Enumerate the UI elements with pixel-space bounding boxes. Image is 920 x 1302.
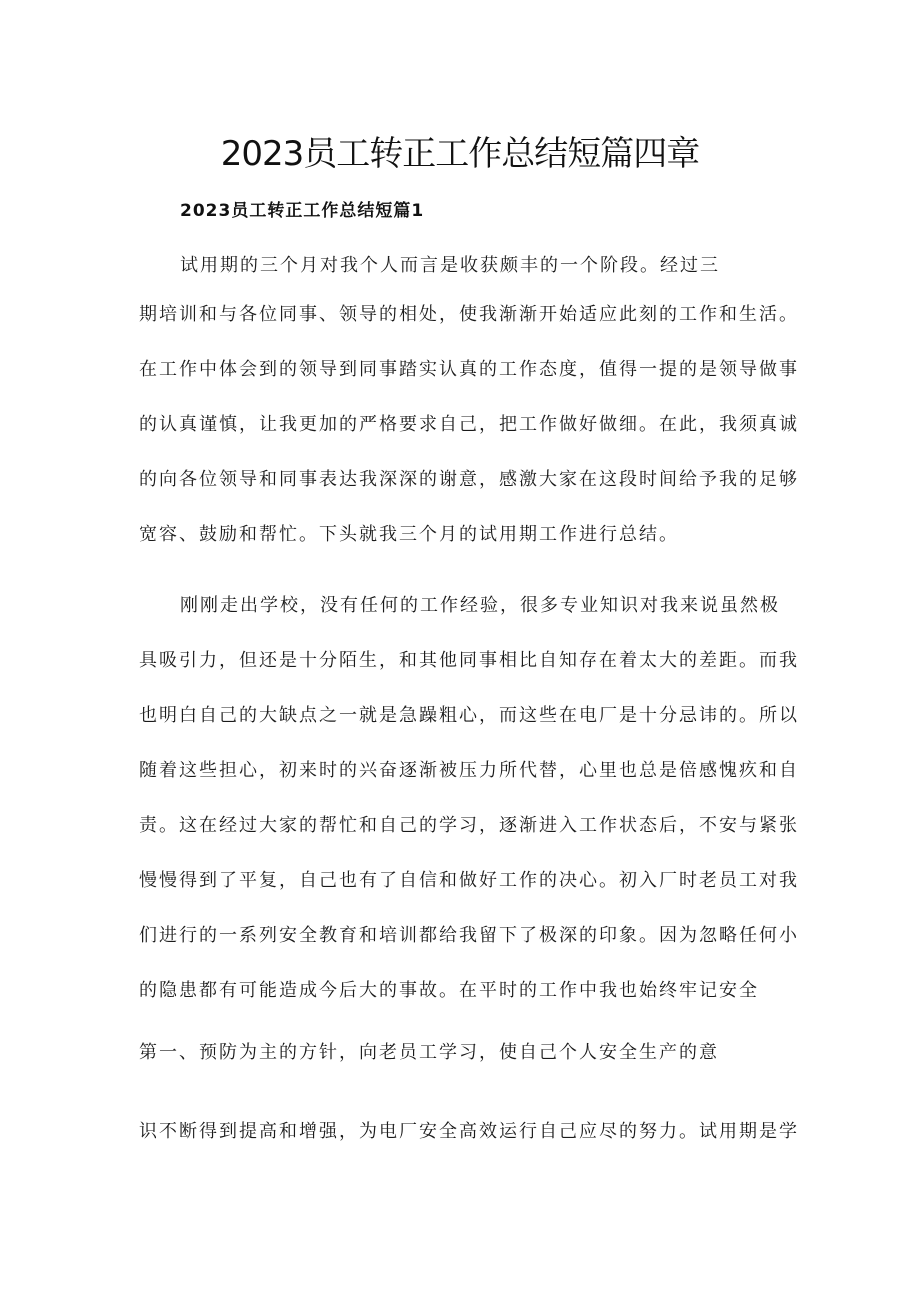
paragraph-line: 第一、预防为主的方针，向老员工学习，使自己个人安全生产的意 (139, 1042, 719, 1063)
document-title: 2023员工转正工作总结短篇四章 (220, 134, 700, 174)
paragraph-line: 识不断得到提高和增强，为电厂安全高效运行自己应尽的努力。试用期是学 (139, 1121, 799, 1142)
section-heading: 2023员工转正工作总结短篇1 (180, 201, 425, 221)
paragraph-line: 的向各位领导和同事表达我深深的谢意，感激大家在这段时间给予我的足够 (139, 469, 799, 490)
paragraph-line: 试用期的三个月对我个人而言是收获颇丰的一个阶段。经过三 (180, 255, 720, 276)
paragraph-line: 慢慢得到了平复，自己也有了自信和做好工作的决心。初入厂时老员工对我 (139, 870, 799, 891)
paragraph-line: 责。这在经过大家的帮忙和自己的学习，逐渐进入工作状态后，不安与紧张 (139, 815, 799, 836)
paragraph-line: 的认真谨慎，让我更加的严格要求自己，把工作做好做细。在此，我须真诚 (139, 414, 799, 435)
paragraph-line: 宽容、鼓励和帮忙。下头就我三个月的试用期工作进行总结。 (139, 524, 679, 545)
paragraph-line: 们进行的一系列安全教育和培训都给我留下了极深的印象。因为忽略任何小 (139, 925, 799, 946)
paragraph-line: 具吸引力，但还是十分陌生，和其他同事相比自知存在着太大的差距。而我 (139, 650, 799, 671)
paragraph-line: 期培训和与各位同事、领导的相处，使我渐渐开始适应此刻的工作和生活。 (139, 304, 799, 325)
paragraph-line: 在工作中体会到的领导到同事踏实认真的工作态度，值得一提的是领导做事 (139, 359, 799, 380)
paragraph-line: 刚刚走出学校，没有任何的工作经验，很多专业知识对我来说虽然极 (180, 595, 780, 616)
paragraph-line: 随着这些担心，初来时的兴奋逐渐被压力所代替，心里也总是倍感愧疚和自 (139, 760, 799, 781)
paragraph-line: 也明白自己的大缺点之一就是急躁粗心，而这些在电厂是十分忌讳的。所以 (139, 705, 799, 726)
paragraph-line: 的隐患都有可能造成今后大的事故。在平时的工作中我也始终牢记安全 (139, 980, 759, 1001)
